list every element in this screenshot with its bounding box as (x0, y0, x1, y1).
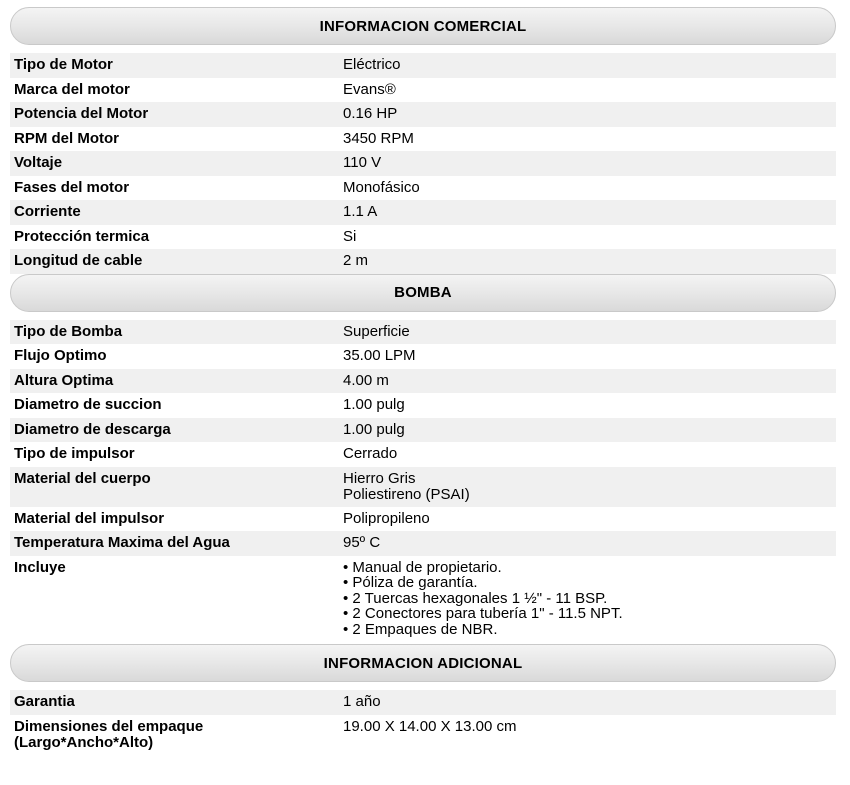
spec-value: 110 V (343, 154, 382, 171)
spec-value: Cerrado (343, 445, 398, 462)
spec-row (10, 78, 836, 103)
spec-row (10, 127, 836, 152)
spec-row (10, 690, 836, 715)
spec-row (10, 151, 836, 176)
spec-value: 1.00 pulg (343, 420, 405, 438)
spec-row (10, 507, 836, 532)
spec-label: Diametro de descarga (14, 420, 171, 438)
spec-value: Superficie (343, 322, 410, 340)
spec-label: RPM del Motor (14, 129, 119, 147)
spec-value: 35.00 LPM (343, 347, 416, 364)
spec-label: Potencia del Motor (14, 105, 149, 122)
spec-row (10, 393, 836, 418)
spec-label: Tipo de Bomba (14, 322, 123, 340)
spec-value: Hierro Gris Poliestireno (PSAI) (343, 469, 470, 503)
spec-label: Longitud de cable (14, 252, 143, 269)
section-header-adicional: INFORMACION ADICIONAL (10, 644, 836, 682)
spec-value: Polipropileno (343, 509, 430, 527)
spec-value: 1.1 A (343, 203, 378, 220)
spec-label: Marca del motor (14, 80, 130, 98)
spec-label: Incluye (14, 558, 66, 576)
spec-row (10, 53, 836, 78)
spec-row (10, 200, 836, 225)
spec-label: Flujo Optimo (14, 347, 107, 364)
spec-value: 19.00 X 14.00 X 13.00 cm (343, 717, 517, 735)
spec-row (10, 715, 836, 755)
spec-value: Monofásico (343, 178, 420, 196)
spec-value: • Manual de propietario. • Póliza de garantía. • 2 Tuercas hexagonales 1 ½" - 11 BSP. • 2 Conectores para tubería 1" - 11.5 NPT. • 2 Empaques de NBR. (343, 558, 623, 638)
spec-value: Si (343, 227, 357, 245)
spec-label: Tipo de Motor (14, 56, 113, 73)
spec-label: Fases del motor (14, 178, 130, 196)
spec-row (10, 249, 836, 274)
section-header-comercial: INFORMACION COMERCIAL (10, 7, 836, 45)
spec-row (10, 102, 836, 127)
spec-label: Garantia (14, 693, 75, 710)
spec-row (10, 531, 836, 556)
spec-label: Material del cuerpo (14, 469, 151, 487)
spec-row (10, 176, 836, 201)
spec-value: 1 año (343, 693, 381, 710)
spec-row (10, 320, 836, 345)
spec-row (10, 344, 836, 369)
spec-label: Temperatura Maxima del Agua (14, 534, 230, 551)
spec-value: 2 m (343, 252, 369, 269)
spec-label: Dimensiones del empaque (Largo*Ancho*Alto) (14, 717, 204, 751)
spec-value: 95º C (343, 534, 381, 551)
spec-value: 3450 RPM (343, 129, 414, 147)
spec-sheet (10, 7, 836, 755)
spec-row (10, 467, 836, 507)
spec-label: Material del impulsor (14, 509, 165, 527)
spec-label: Voltaje (14, 154, 63, 171)
spec-row (10, 369, 836, 394)
spec-value: 0.16 HP (343, 105, 398, 122)
section-header-bomba: BOMBA (10, 274, 836, 312)
spec-label: Tipo de impulsor (14, 445, 135, 462)
spec-value: 1.00 pulg (343, 396, 405, 413)
spec-row (10, 418, 836, 443)
spec-label: Diametro de succion (14, 396, 162, 413)
spec-row (10, 442, 836, 467)
spec-label: Altura Optima (14, 371, 114, 389)
spec-label: Protección termica (14, 227, 150, 245)
spec-row (10, 556, 836, 642)
spec-value: Evans® (343, 80, 396, 98)
spec-label: Corriente (14, 203, 81, 220)
spec-value: Eléctrico (343, 56, 401, 73)
spec-row (10, 225, 836, 250)
spec-value: 4.00 m (343, 371, 389, 389)
